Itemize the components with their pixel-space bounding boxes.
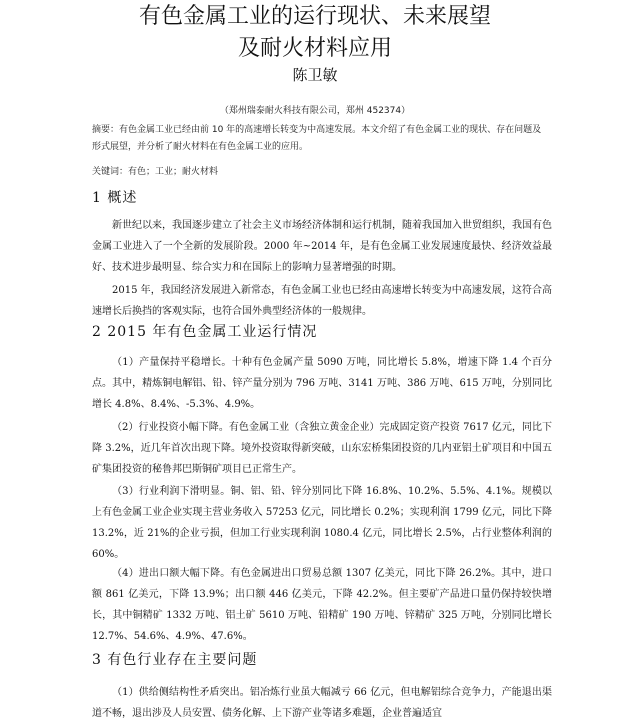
section-3-paragraph-1: （1）供给侧结构性矛盾突出。铝冶炼行业虽大幅减亏 66 亿元，但电解铝综合竞争力，产能退出渠道不畅，退出涉及人员安置、债务化解、上下游产业等诸多难题，企业普遍适宜 xyxy=(92,687,552,719)
keywords: 关键词：有色；工业；耐火材料 xyxy=(92,167,219,177)
section-2-paragraph-1: （1）产量保持平稳增长。十种有色金属产量 5090 万吨，同比增长 5.8%，增速下降 1.4 个百分点。其中，精炼铜电解铝、铅、锌产量分别为 796 万吨、3141 万吨、386 万吨、615 万吨，分别同比增长 4.8%、8.4%、-5.3%、4.9%。 xyxy=(92,357,552,410)
section-2-paragraph-4: （4）进出口额大幅下降。有色金属进出口贸易总额 1307 亿美元，同比下降 26.2%。其中，进口额 861 亿美元，下降 13.9%；出口额 446 亿美元，下降 42.2%。但主要矿产品进口量仍保持较快增长，其中铜精矿 1332 万吨、铝土矿 5610 万吨、铅精矿 190 万吨、锌精矿 325 万吨，分别同比增长 12.7%、54.6%、4.9%、47.6%。 xyxy=(92,568,552,642)
section-1-paragraph-1: 新世纪以来，我国逐步建立了社会主义市场经济体制和运行机制，随着我国加入世贸组织，我国有色金属工业进入了一个全新的发展阶段。2000 年~2014 年，是有色金属工业发展速度最快、经济效益最好、技术进步最明显、综合实力和在国际上的影响力显著增强的时期。 xyxy=(92,220,552,273)
paper-title-line-2: 及耐火材料应用 xyxy=(237,36,392,61)
section-3-heading: 3 有色行业存在主要问题 xyxy=(92,652,258,668)
section-1-heading: 1 概述 xyxy=(92,190,138,206)
abstract: 摘要：有色金属工业已经由前 10 年的高速增长转变为中高速发展。本文介绍了有色金属工业的现状、存在问题及形式展望，并分析了耐火材料在有色金属工业的应用。 xyxy=(92,125,542,152)
author-affiliation: （郑州瑞泰耐火科技有限公司，郑州 452374） xyxy=(219,106,411,116)
section-2-paragraph-2: （2）行业投资小幅下降。有色金属工业（含独立黄金企业）完成固定资产投资 7617 亿元，同比下降 3.2%，近几年首次出现下降。境外投资取得新突破，山东宏桥集团投资的几内亚铝土矿项目和中国五矿集团投资的秘鲁邦巴斯铜矿项目已正常生产。 xyxy=(92,422,552,475)
section-2-paragraph-3: （3）行业利润下滑明显。铜、铝、铅、锌分别同比下降 16.8%、10.2%、5.5%、4.1%。规模以上有色金属工业企业实现主营业务收入 57253 亿元，同比增长 0.2%；实现利润 1799 亿元，同比下降 13.2%，近 21%的企业亏损，但加工行业实现利润 1080.4 亿元，同比增长 2.5%，占行业整体利润的 60%。 xyxy=(92,486,552,560)
section-1-paragraph-2: 2015 年，我国经济发展进入新常态，有色金属工业也已经由高速增长转变为中高速发展，这符合高速增长后换挡的客观实际，也符合国外典型经济体的一般规律。 xyxy=(92,285,552,317)
section-2-heading: 2 2015 年有色金属工业运行情况 xyxy=(92,324,318,340)
author-name: 陈卫敏 xyxy=(292,66,338,84)
paper-title-line-1: 有色金属工业的运行现状、未来展望 xyxy=(138,4,491,29)
